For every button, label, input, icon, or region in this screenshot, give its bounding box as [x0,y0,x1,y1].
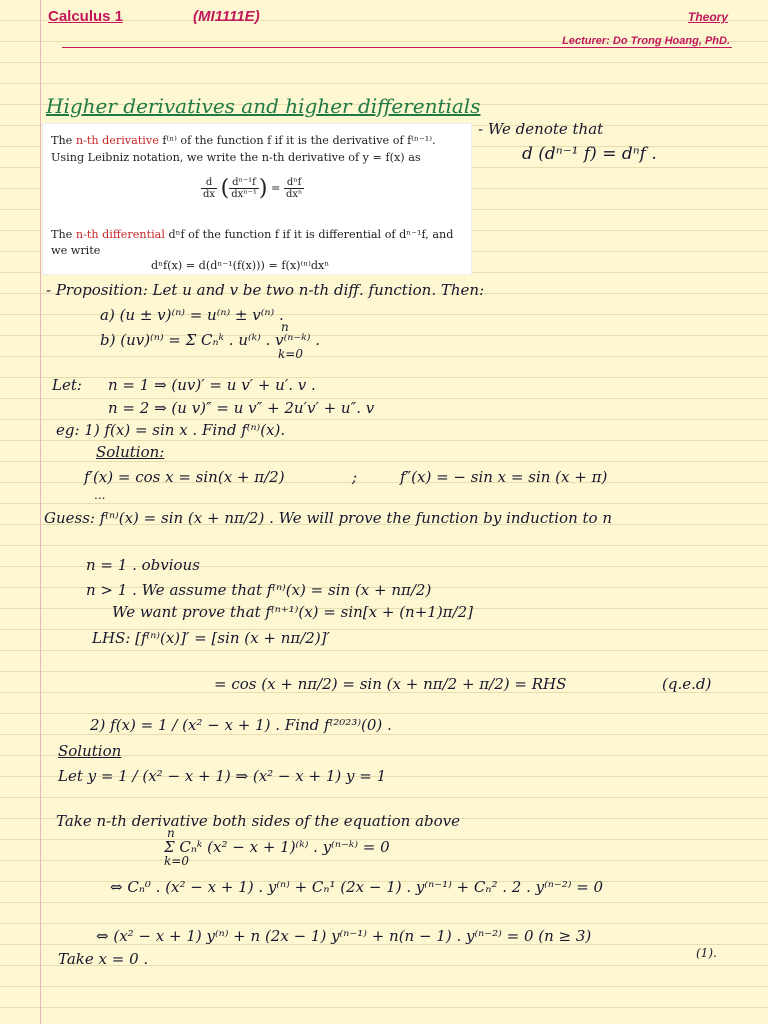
section-title: Higher derivatives and higher differentials [46,94,481,118]
leibniz-sum-line: Σ Cₙᵏ (x² − x + 1)⁽ᵏ⁾ . y⁽ⁿ⁻ᵏ⁾ = 0 [164,838,390,856]
example-1: eg: 1) f(x) = sin x . Find f⁽ⁿ⁾(x). [56,421,286,439]
lecturer-label: Lecturer: Do Trong Hoang, PhD. [562,35,730,47]
second-derivative: f″(x) = − sin x = sin (x + π) [400,468,608,486]
case-n2: n = 2 ⇒ (u v)″ = u v″ + 2u′v′ + u″. v [108,399,375,417]
let-label: Let: [52,376,82,394]
def-line-1: The n-th derivative f⁽ⁿ⁾ of the function f if it is the derivative of f⁽ⁿ⁻¹⁾. [51,134,436,147]
expanded-line-2: ⇔ (x² − x + 1) y⁽ⁿ⁾ + n (2x − 1) y⁽ⁿ⁻¹⁾ + n(n − 1) . y⁽ⁿ⁻²⁾ = 0 (n ≥ 3) [96,927,592,945]
definition-box [42,123,472,275]
case-n1: n = 1 ⇒ (uv)′ = u v′ + u′. v . [108,376,316,394]
sum2-upper-limit: n [167,826,175,840]
sum2-lower-limit: k=0 [164,854,189,868]
proposition-a: a) (u ± v)⁽ⁿ⁾ = u⁽ⁿ⁾ ± v⁽ⁿ⁾ . [100,306,284,324]
qed-mark: (q.e.d) [662,675,712,693]
solution-label-2: Solution [58,742,122,760]
proposition: - Proposition: Let u and v be two n-th diff. function. Then: [46,281,485,299]
separator: ; [352,468,358,486]
lhs-line: LHS: [f⁽ⁿ⁾(x)]′ = [sin (x + nπ/2)]′ [92,629,330,647]
solution-label-1: Solution: [96,443,165,461]
cos-line: = cos (x + nπ/2) = sin (x + nπ/2 + π/2) = RHS [214,675,567,693]
def-line-3: The n-th differential dⁿf of the function f if it is differential of dⁿ⁻¹f, and [51,228,454,241]
def-line-2: Using Leibniz notation, we write the n-th derivative of y = f(x) as [51,151,421,164]
term-nth-differential: n-th differential [75,228,165,241]
course-code: (MI1111E) [193,8,260,25]
differential-equation: dⁿf(x) = d(dⁿ⁻¹(f(x))) = f(x)⁽ⁿ⁾dxⁿ [151,259,330,272]
example-2: 2) f(x) = 1 / (x² − x + 1) . Find f⁽²⁰²³⁾(0) . [90,716,392,734]
take-nth-derivative: Take n-th derivative both sides of the equation above [56,812,461,830]
margin-line [40,0,41,1024]
course-title: Calculus 1 [48,8,124,25]
take-x-zero: Take x = 0 . [58,950,149,968]
ellipsis: ... [94,488,106,502]
induction-assumption: n > 1 . We assume that f⁽ⁿ⁾(x) = sin (x + nπ/2) [86,581,432,599]
expanded-line-1: ⇔ Cₙ⁰ . (x² − x + 1) . y⁽ⁿ⁾ + Cₙ¹ (2x − 1) . y⁽ⁿ⁻¹⁾ + Cₙ² . 2 . y⁽ⁿ⁻²⁾ = 0 [110,878,604,896]
header-rule [62,47,732,48]
sum-lower-limit: k=0 [278,347,303,361]
guess-line: Guess: f⁽ⁿ⁾(x) = sin (x + nπ/2) . We will prove the function by induction to n [44,509,613,527]
induction-goal: We want prove that f⁽ⁿ⁺¹⁾(x) = sin[x + (n+1)π/2] [112,603,473,621]
first-derivative: f′(x) = cos x = sin(x + π/2) [84,468,285,486]
theory-label: Theory [687,10,728,24]
induction-base: n = 1 . obvious [86,556,200,574]
equation-number: (1). [696,946,717,960]
sum-upper-limit: n [281,320,289,334]
proposition-b: b) (uv)⁽ⁿ⁾ = Σ Cₙᵏ . u⁽ᵏ⁾ . v⁽ⁿ⁻ᵏ⁾ . [100,331,320,349]
def-line-4: we write [51,244,101,257]
term-nth-derivative: n-th derivative [75,134,159,147]
let-y-line: Let y = 1 / (x² − x + 1) ⇒ (x² − x + 1) y = 1 [58,767,387,785]
denote-line-1: - We denote that [478,120,604,138]
denote-line-2: d (dⁿ⁻¹ f) = dⁿf . [522,144,657,164]
leibniz-equation: $\frac{d}{dx}$ ( $\frac{\text{dⁿ⁻¹f}}{\text{dxⁿ⁻¹}}$ ) = $\frac{\text{dⁿf}}{\text{dxⁿ}}$ [203,176,303,201]
